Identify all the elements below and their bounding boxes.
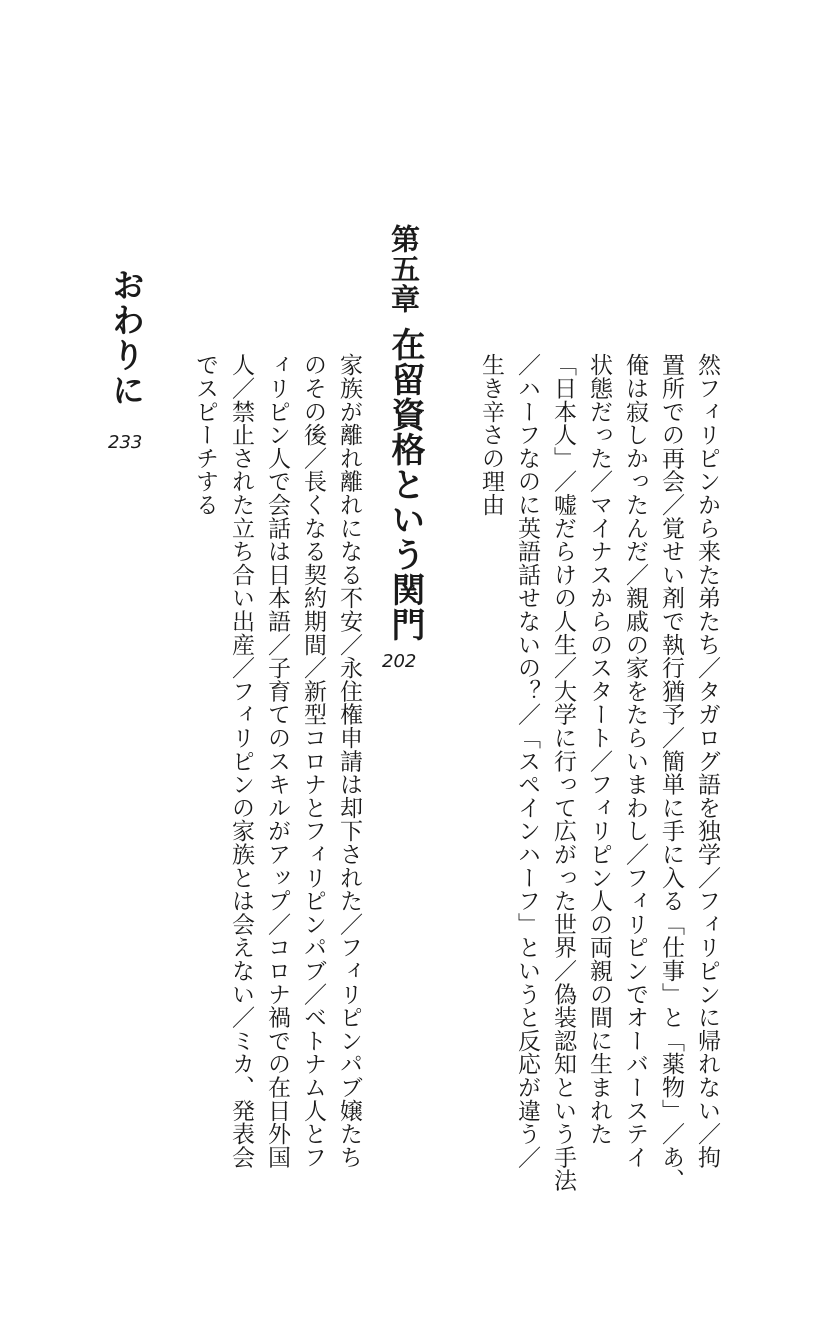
- chapter5-summary-line-3: ィリピン人で会話は日本語／子育てのスキルがアップ／コロナ禍での在日外国: [264, 353, 290, 1169]
- chapter5-label: 第五章: [387, 224, 421, 314]
- chapter4-summary-line-6: ／ハーフなのに英語話せないの？／「スペインハーフ」というと反応が違う／: [514, 353, 540, 1169]
- chapter4-summary-line-2: 置所での再会／覚せい剤で執行猶予／簡単に手に入る「仕事」と「薬物」／あ、: [658, 353, 684, 1192]
- chapter4-summary-line-1: 然フィリピンから来た弟たち／タガログ語を独学／フィリピンに帰れない／拘: [694, 353, 720, 1169]
- chapter5-title: 在留資格という関門: [385, 327, 425, 642]
- chapter5-summary-line-1: 家族が離れ離れになる不安／永住権申請は却下された／フィリピンパブ嬢たち: [336, 353, 362, 1169]
- chapter5-summary-line-5: でスピーチする: [192, 353, 218, 517]
- chapter5-summary-line-4: 人／禁止された立ち合い出産／フィリピンの家族とは会えない／ミカ、発表会: [228, 353, 254, 1169]
- chapter5-page-number: 202: [382, 651, 417, 672]
- afterword-page-number: 233: [108, 432, 143, 453]
- chapter5-summary-line-2: のその後／長くなる契約期間／新型コロナとフィリピンパブ／ベトナム人とフ: [300, 353, 326, 1169]
- chapter4-summary-line-3: 俺は寂しかったんだ／親戚の家をたらいまわし／フィリピンでオーバーステイ: [622, 353, 648, 1169]
- afterword-title: おわりに: [107, 268, 146, 408]
- chapter4-summary-line-7: 生き辛さの理由: [478, 353, 504, 517]
- chapter4-summary-line-5: 「日本人」／嘘だらけの人生／大学に行って広がった世界／偽装認知という手法: [550, 353, 576, 1192]
- chapter4-summary-line-4: 状態だった／マイナスからのスタート／フィリピン人の両親の間に生まれた: [586, 353, 612, 1146]
